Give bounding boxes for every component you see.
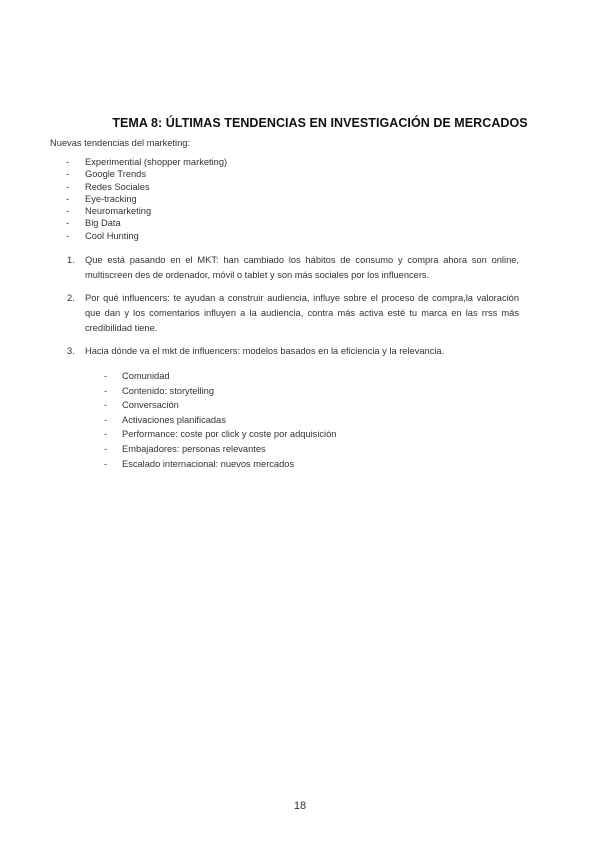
list-item: - Activaciones planificadas xyxy=(104,413,336,428)
intro-text: Nuevas tendencias del marketing: xyxy=(50,138,191,148)
numbered-item-3 xyxy=(67,344,519,359)
item-text: Hacia dónde va el mkt de influencers: modelos basados en la eficiencia y la relevancia. xyxy=(85,346,445,356)
list-item: - Comunidad xyxy=(104,369,336,384)
item-number: 3. xyxy=(67,346,75,356)
item-text: Que está pasando en el MKT: han cambiado los hábitos de consumo y compra ahora son online, multiscreen des de ordenador, móvil o tablet y son más sociales por los influencers. xyxy=(85,255,519,280)
list-item: - Eye-tracking xyxy=(66,193,227,205)
list-item: - Performance: coste por click y coste por adquisición xyxy=(104,427,336,442)
list-item: - Redes Sociales xyxy=(66,181,227,193)
list-item: - Embajadores: personas relevantes xyxy=(104,442,336,457)
list-item: - Neuromarketing xyxy=(66,205,227,217)
list-item: - Experimential (shopper marketing) xyxy=(66,156,227,168)
models-list xyxy=(104,369,336,471)
item-text: Por qué influencers: te ayudan a construir audiencia, influye sobre el proceso de compra,la valoración que dan y los comentarios influyen a la audiencia, contra más activa esté tu marca en las rrss más credibilidad tiene. xyxy=(85,293,519,333)
item-number: 2. xyxy=(67,293,75,303)
trends-list xyxy=(66,156,227,242)
page-title: TEMA 8: ÚLTIMAS TENDENCIAS EN INVESTIGACIÓN DE MERCADOS xyxy=(112,116,528,130)
page-number: 18 xyxy=(293,800,307,812)
list-item: - Big Data xyxy=(66,217,227,229)
numbered-item-1 xyxy=(67,253,519,283)
list-item: - Conversación xyxy=(104,398,336,413)
list-item: - Google Trends xyxy=(66,168,227,180)
item-number: 1. xyxy=(67,255,75,265)
list-item: - Contenido: storytelling xyxy=(104,384,336,399)
list-item: - Escalado internacional: nuevos mercados xyxy=(104,457,336,472)
numbered-item-2 xyxy=(67,291,519,336)
list-item: - Cool Hunting xyxy=(66,230,227,242)
